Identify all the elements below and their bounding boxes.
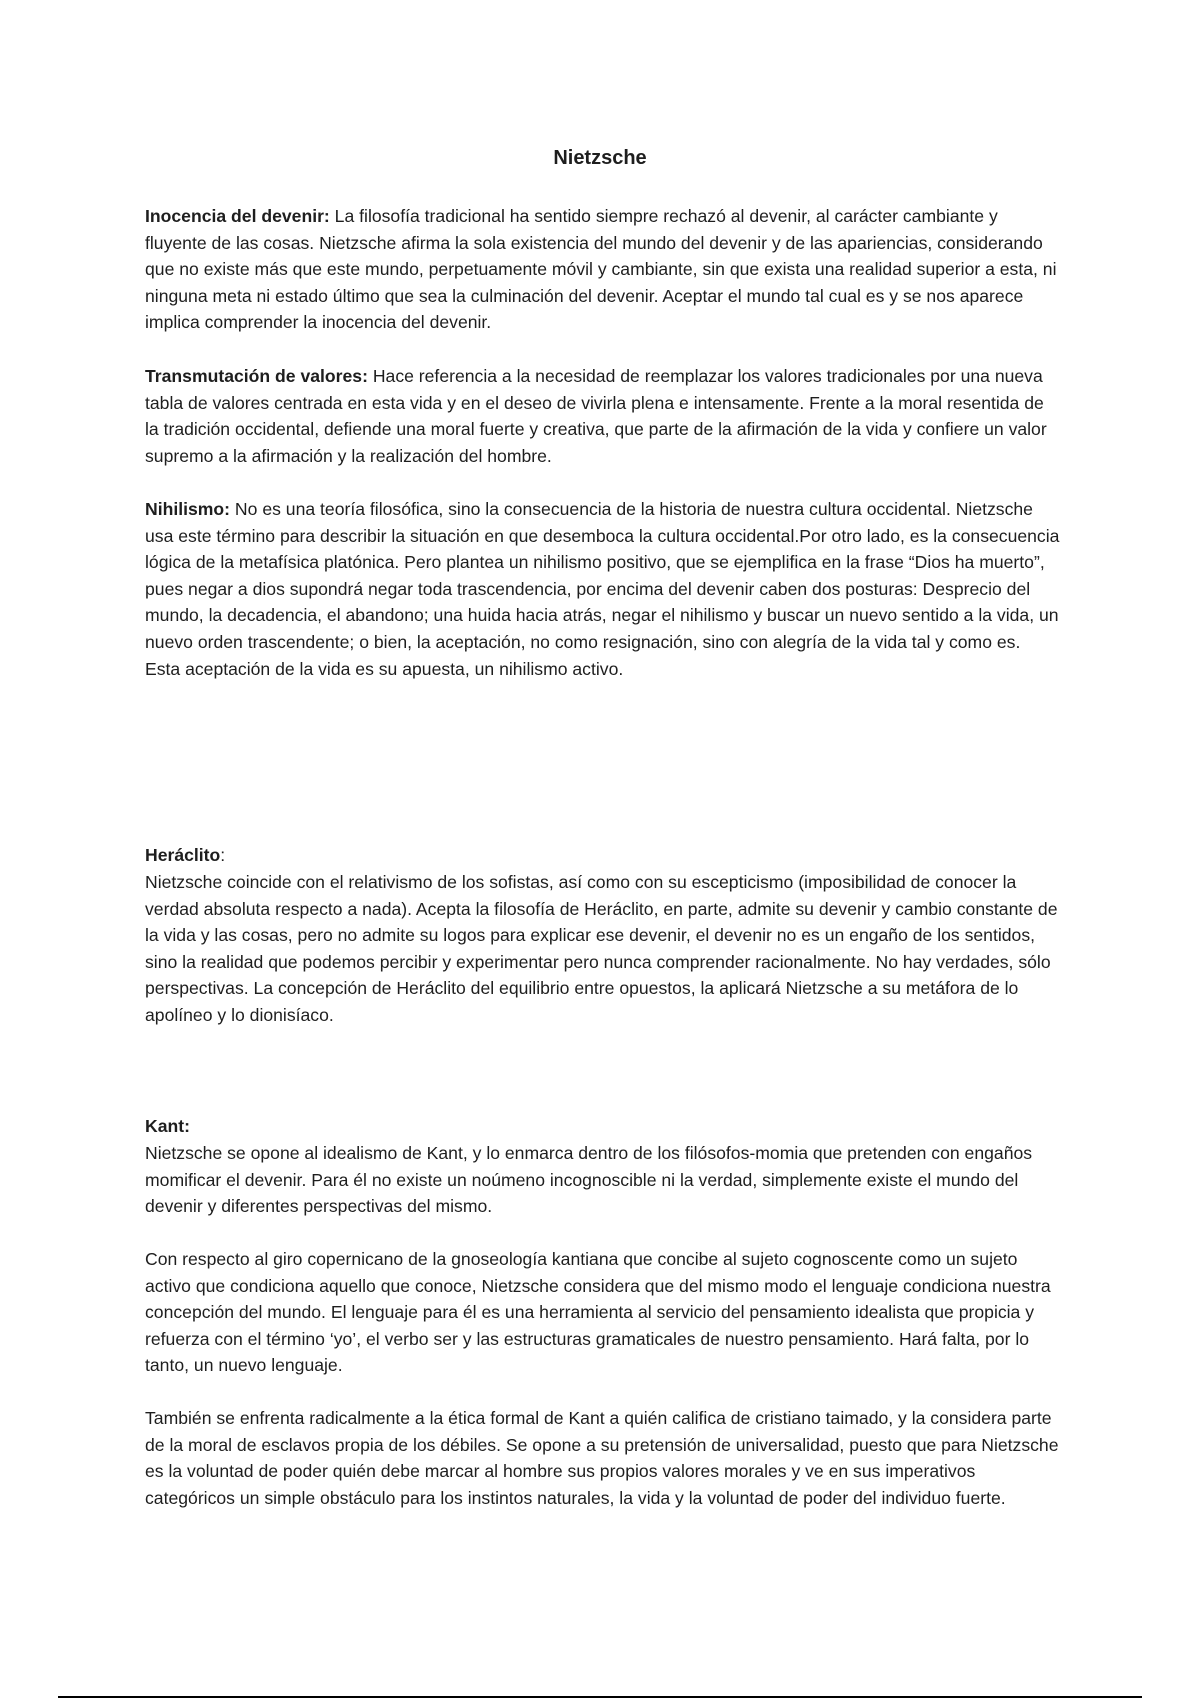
heading-heraclito-colon: : <box>220 845 226 865</box>
text-nihilismo: No es una teoría filosófica, sino la consecuencia de la historia de nuestra cultura occidental. Nietzsche usa este término para describir la situación en que desemboca la cultura occidental.Por otro lado, es la consecuencia lógica de la metafísica platónica. Pero plantea un nihilismo positivo, que se ejemplifica en la frase “Dios ha muerto”, pues negar a dios supondrá negar toda trascendencia, por encima del devenir caben dos posturas: Desprecio del mundo, la decadencia, el abandono; una huida hacia atrás, negar el nihilismo y buscar un nuevo sentido a la vida, un nuevo orden trascendente; o bien, la aceptación, no como resignación, sino con alegría de la vida tal y como es. Esta aceptación de la vida es su apuesta, un nihilismo activo. <box>145 499 1060 679</box>
page-title: Nietzsche <box>553 147 647 169</box>
paragraph-heraclito: Nietzsche coincide con el relativismo de los sofistas, así como con su escepticismo (imposibilidad de conocer la verdad absoluta respecto a nada). Acepta la filosofía de Heráclito, en parte, admite su devenir y cambio constante de la vida y las cosas, pero no admite su logos para explicar ese devenir, el devenir no es un engaño de los sentidos, sino la realidad que podemos percibir y experimentar pero nunca comprender racionalmente. No hay verdades, sólo perspectivas. La concepción de Heráclito del equilibrio entre opuestos, la aplicará Nietzsche a su metáfora de lo apolíneo y lo dionisíaco. <box>145 872 1058 1025</box>
paragraph-kant-giro-copernicano: Con respecto al giro copernicano de la gnoseología kantiana que concibe al sujeto cognoscente como un sujeto activo que condiciona aquello que conoce, Nietzsche considera que del mismo modo el lenguaje condiciona nuestra concepción del mundo. El lenguaje para él es una herramienta al servicio del pensamiento idealista que propicia y refuerza con el término ‘yo’, el verbo ser y las estructuras gramaticales de nuestro pensamiento. Hará falta, por lo tanto, un nuevo lenguaje. <box>145 1249 1051 1376</box>
paragraph-nihilismo <box>145 496 1060 682</box>
term-transmutacion-de-valores: Transmutación de valores: <box>145 366 368 386</box>
heading-kant <box>145 1113 190 1140</box>
text-transmutacion-de-valores: Hace referencia a la necesidad de reemplazar los valores tradicionales por una nueva tabla de valores centrada en esta vida y en el deseo de vivirla plena e intensamente. Frente a la moral resentida de la tradición occidental, defiende una moral fuerte y creativa, que parte de la afirmación de la vida y confiere un valor supremo a la afirmación y la realización del hombre. <box>145 366 1047 466</box>
paragraph-kant-idealismo: Nietzsche se opone al idealismo de Kant, y lo enmarca dentro de los filósofos-momia que pretenden con engaños momificar el devenir. Para él no existe un noúmeno incognoscible ni la verdad, simplemente existe el mundo del devenir y diferentes perspectivas del mismo. <box>145 1143 1033 1217</box>
term-nihilismo: Nihilismo: <box>145 499 231 519</box>
term-heraclito: Heráclito <box>145 845 221 865</box>
paragraph-transmutacion-de-valores <box>145 363 1060 469</box>
term-kant: Kant: <box>145 1116 190 1136</box>
paragraph-inocencia-del-devenir <box>145 203 1060 336</box>
term-inocencia-del-devenir: Inocencia del devenir: <box>145 206 330 226</box>
paragraph-kant-etica-formal: También se enfrenta radicalmente a la ética formal de Kant a quién califica de cristiano taimado, y la considera parte de la moral de esclavos propia de los débiles. Se opone a su pretensión de universalidad, puesto que para Nietzsche es la voluntad de poder quién debe marcar al hombre sus propios valores morales y ve en sus imperativos categóricos un simple obstáculo para los instintos naturales, la vida y la voluntad de poder del individuo fuerte. <box>145 1408 1059 1508</box>
footer-divider <box>58 1696 1142 1698</box>
text-inocencia-del-devenir: La filosofía tradicional ha sentido siempre rechazó al devenir, al carácter cambiante y fluyente de las cosas. Nietzsche afirma la sola existencia del mundo del devenir y de las apariencias, considerando que no existe más que este mundo, perpetuamente móvil y cambiante, sin que exista una realidad superior a esta, ni ninguna meta ni estado último que sea la culminación del devenir. Aceptar el mundo tal cual es y se nos aparece implica comprender la inocencia del devenir. <box>145 206 1057 333</box>
heading-heraclito <box>145 842 225 869</box>
